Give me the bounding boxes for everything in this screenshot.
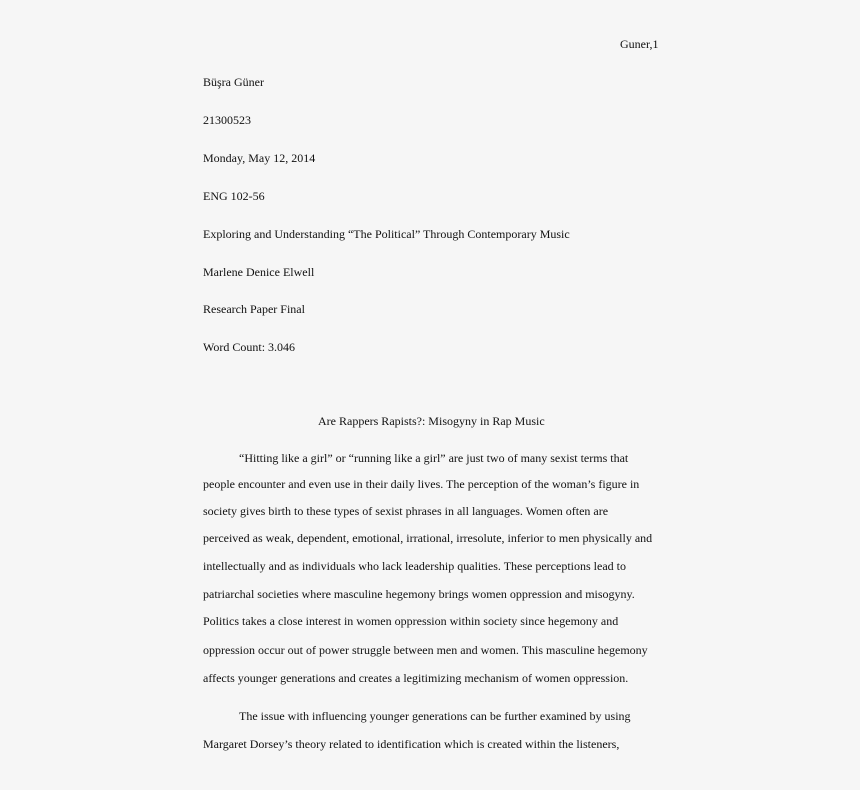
word-count: Word Count: 3.046	[203, 340, 296, 354]
course-title: Exploring and Understanding “The Political” Through Contemporary Music	[203, 227, 570, 241]
paragraph-line: “Hitting like a girl” or “running like a girl” are just two of many sexist terms that	[239, 451, 629, 465]
assignment-name: Research Paper Final	[203, 302, 305, 316]
paragraph-line: patriarchal societies where masculine hegemony brings women oppression and misogyny.	[203, 587, 635, 601]
paper-title: Are Rappers Rapists?: Misogyny in Rap Music	[318, 414, 545, 428]
paragraph-line: Politics takes a close interest in women oppression within society since hegemony and	[203, 614, 619, 628]
running-header-page-number: Guner,1	[620, 37, 659, 51]
paragraph-line: Margaret Dorsey’s theory related to identification which is created within the listeners,	[203, 737, 620, 751]
paragraph-line: intellectually and as individuals who lack leadership qualities. These perceptions lead to	[203, 559, 626, 573]
student-id: 21300523	[203, 113, 251, 127]
date: Monday, May 12, 2014	[203, 151, 316, 165]
paragraph-line: society gives birth to these types of sexist phrases in all languages. Women often are	[203, 504, 609, 518]
paragraph-line: people encounter and even use in their daily lives. The perception of the woman’s figure in	[203, 477, 640, 491]
paragraph-line: The issue with influencing younger generations can be further examined by using	[239, 709, 631, 723]
paragraph-line: oppression occur out of power struggle between men and women. This masculine hegemony	[203, 643, 648, 657]
course-code: ENG 102-56	[203, 189, 265, 203]
author-name: Büşra Güner	[203, 75, 264, 89]
paragraph-line: affects younger generations and creates a legitimizing mechanism of women oppression.	[203, 671, 629, 685]
paragraph-line: perceived as weak, dependent, emotional, irrational, irresolute, inferior to men physically and	[203, 531, 653, 545]
instructor-name: Marlene Denice Elwell	[203, 265, 315, 279]
